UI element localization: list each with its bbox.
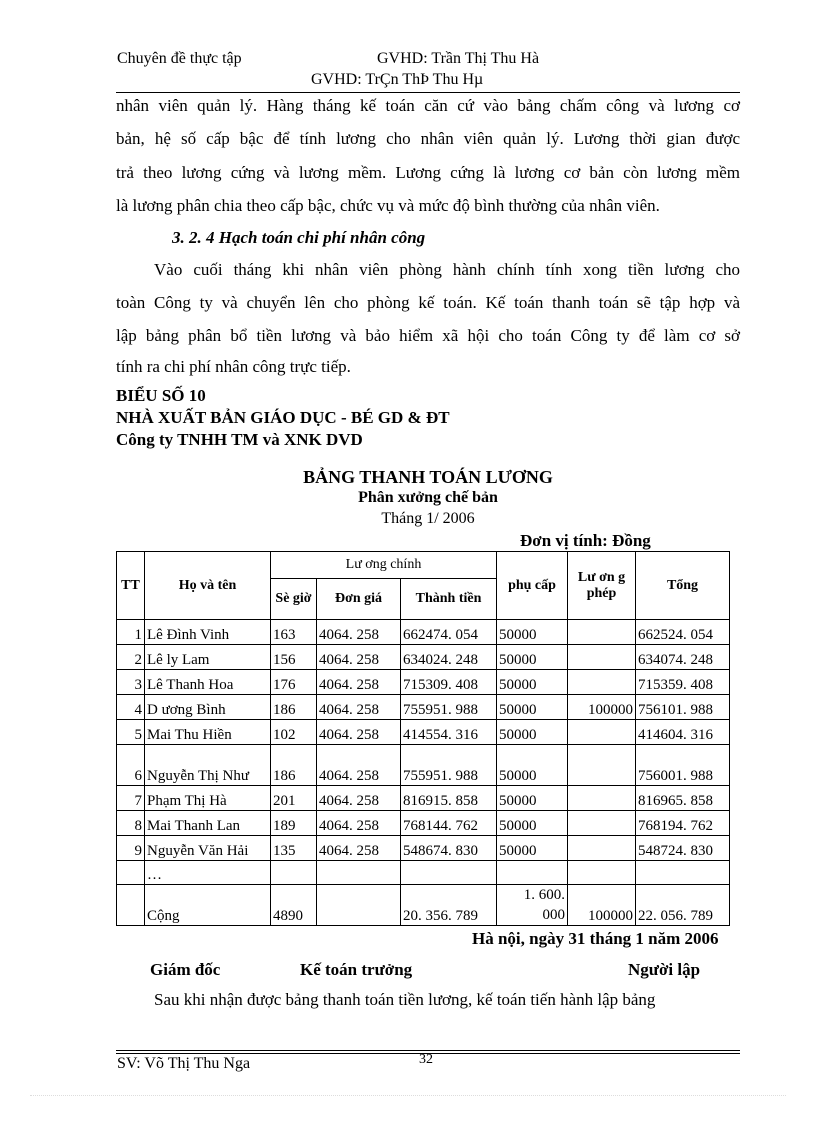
table-row (117, 670, 730, 695)
table-row (117, 811, 730, 836)
col-header-total: Tổng (636, 552, 730, 620)
row-tt: 8 (117, 811, 145, 836)
publisher-name: NHÀ XUẤT BẢN GIÁO DỤC - BÉ GD & ĐT (116, 408, 450, 427)
row-leave (568, 836, 636, 861)
body2-line-4: tính ra chi phí nhân công trực tiếp. (116, 357, 351, 376)
total-allowance: 1. 600. 000 (497, 885, 568, 926)
header-rule (116, 92, 740, 93)
table-title: BẢNG THANH TOÁN LƯƠNG (303, 467, 553, 487)
total-amount: 20. 356. 789 (401, 885, 497, 926)
col-header-amount: Thành tiền (401, 579, 497, 620)
row-amount: 662474. 054 (401, 620, 497, 645)
table-row (117, 645, 730, 670)
row-days: 189 (271, 811, 317, 836)
row-name: Phạm Thị Hà (145, 786, 271, 811)
row-unit-price: 4064. 258 (317, 720, 401, 745)
row-unit-price: 4064. 258 (317, 670, 401, 695)
unit-label: Đơn vị tính: Đồng (520, 531, 651, 550)
row-tt: 7 (117, 786, 145, 811)
col-header-allowance: phụ cấp (497, 552, 568, 620)
row-allowance: 50000 (497, 811, 568, 836)
row-tt: 5 (117, 720, 145, 745)
table-row (117, 745, 730, 786)
closing-line: Sau khi nhận được bảng thanh toán tiền lương, kế toán tiến hành lập bảng (154, 990, 656, 1009)
header-course: Chuyên đề thực tập (117, 50, 242, 67)
total-days: 4890 (271, 885, 317, 926)
row-days: 176 (271, 670, 317, 695)
row-leave: 100000 (568, 695, 636, 720)
body2-line-3: lập bảng phân bổ tiền lương và bảo hiểm xã hội cho toán Công ty để làm cơ sở (116, 326, 740, 345)
payroll-table (116, 551, 730, 926)
row-days: 135 (271, 836, 317, 861)
row-unit-price: 4064. 258 (317, 811, 401, 836)
form-number: BIỂU SỐ 10 (116, 386, 206, 405)
row-name: Lê Đình Vinh (145, 620, 271, 645)
row-allowance: 50000 (497, 670, 568, 695)
row-amount: 414554. 316 (401, 720, 497, 745)
row-name: Nguyễn Thị Như (145, 745, 271, 786)
signer-chief-accountant: Kế toán trưởng (300, 960, 413, 979)
row-leave (568, 811, 636, 836)
row-amount: 816915. 858 (401, 786, 497, 811)
total-label: Cộng (145, 885, 271, 926)
header-advisor: GVHD: Trần Thị Thu Hà (377, 50, 540, 67)
table-row (117, 720, 730, 745)
row-days: 186 (271, 695, 317, 720)
footer-rule-1 (116, 1050, 740, 1051)
row-name: Mai Thanh Lan (145, 811, 271, 836)
header-advisor-garbled: GVHD: TrÇn ThÞ Thu Hµ (311, 71, 484, 88)
row-days: 156 (271, 645, 317, 670)
date-line: Hà nội, ngày 31 tháng 1 năm 2006 (472, 929, 719, 948)
row-allowance: 50000 (497, 745, 568, 786)
body-line-1: nhân viên quản lý. Hàng tháng kế toán căn cứ vào bảng chấm công và lương cơ (116, 96, 740, 115)
table-row (117, 836, 730, 861)
col-header-leave: Lư ơn g phép (568, 552, 636, 620)
row-amount: 634024. 248 (401, 645, 497, 670)
row-total: 816965. 858 (636, 786, 730, 811)
row-total: 756001. 988 (636, 745, 730, 786)
table-month: Tháng 1/ 2006 (381, 510, 475, 527)
row-total: 414604. 316 (636, 720, 730, 745)
row-days: 163 (271, 620, 317, 645)
row-allowance: 50000 (497, 786, 568, 811)
row-leave (568, 670, 636, 695)
row-unit-price: 4064. 258 (317, 695, 401, 720)
body2-line-2: toàn Công ty và chuyển lên cho phòng kế toán. Kế toán thanh toán sẽ tập hợp và (116, 293, 740, 312)
body-line-2: bản, hệ số cấp bậc để tính lương cho nhân viên quản lý. Lương thời gian được (116, 129, 740, 148)
row-tt: 2 (117, 645, 145, 670)
row-amount: 715309. 408 (401, 670, 497, 695)
total-leave: 100000 (568, 885, 636, 926)
row-leave (568, 645, 636, 670)
body2-line-1: Vào cuối tháng khi nhân viên phòng hành chính tính xong tiền lương cho (154, 260, 740, 279)
row-allowance: 50000 (497, 620, 568, 645)
page-number: 32 (419, 1052, 433, 1067)
ellipsis-row (117, 861, 730, 885)
row-total: 548724. 830 (636, 836, 730, 861)
row-total: 634074. 248 (636, 645, 730, 670)
section-heading: 3. 2. 4 Hạch toán chi phí nhân công (172, 228, 426, 247)
signer-director: Giám đốc (150, 960, 221, 979)
row-days: 201 (271, 786, 317, 811)
total-sum: 22. 056. 789 (636, 885, 730, 926)
col-header-name: Họ và tên (145, 552, 271, 620)
row-unit-price: 4064. 258 (317, 786, 401, 811)
table-subtitle: Phân xưởng chế bản (358, 489, 498, 506)
row-tt: 6 (117, 745, 145, 786)
row-leave (568, 786, 636, 811)
body-line-4: là lương phân chia theo cấp bậc, chức vụ và mức độ bình thường của nhân viên. (116, 196, 660, 215)
row-name: Lê Thanh Hoa (145, 670, 271, 695)
ellipsis-cell: … (145, 861, 271, 885)
row-days: 102 (271, 720, 317, 745)
table-row (117, 786, 730, 811)
footer-student: SV: Võ Thị Thu Nga (117, 1055, 251, 1072)
row-tt: 1 (117, 620, 145, 645)
row-name: Lê ly Lam (145, 645, 271, 670)
row-name: D ương Bình (145, 695, 271, 720)
col-header-main-salary: Lư ơng chính (271, 552, 497, 579)
row-amount: 768144. 762 (401, 811, 497, 836)
row-days: 186 (271, 745, 317, 786)
signer-preparer: Người lập (628, 960, 701, 979)
body-line-3: trả theo lương cứng và lương mềm. Lương cứng là lương cơ bản còn lương mềm (116, 163, 740, 182)
row-name: Mai Thu Hiền (145, 720, 271, 745)
row-leave (568, 745, 636, 786)
row-name: Nguyễn Văn Hải (145, 836, 271, 861)
row-amount: 755951. 988 (401, 695, 497, 720)
row-total: 662524. 054 (636, 620, 730, 645)
row-tt: 3 (117, 670, 145, 695)
row-total: 756101. 988 (636, 695, 730, 720)
row-leave (568, 720, 636, 745)
row-total: 768194. 762 (636, 811, 730, 836)
total-row (117, 885, 730, 926)
col-header-days: Sè giờ (271, 579, 317, 620)
row-allowance: 50000 (497, 836, 568, 861)
row-allowance: 50000 (497, 645, 568, 670)
row-unit-price: 4064. 258 (317, 836, 401, 861)
col-header-unit-price: Đơn giá (317, 579, 401, 620)
row-leave (568, 620, 636, 645)
row-amount: 755951. 988 (401, 745, 497, 786)
company-name: Công ty TNHH TM và XNK DVD (116, 430, 363, 449)
row-allowance: 50000 (497, 695, 568, 720)
row-allowance: 50000 (497, 720, 568, 745)
page-edge (30, 1095, 786, 1096)
row-unit-price: 4064. 258 (317, 645, 401, 670)
row-tt: 4 (117, 695, 145, 720)
row-tt: 9 (117, 836, 145, 861)
table-row (117, 695, 730, 720)
col-header-tt: TT (117, 552, 145, 620)
row-total: 715359. 408 (636, 670, 730, 695)
row-unit-price: 4064. 258 (317, 620, 401, 645)
table-row (117, 620, 730, 645)
row-amount: 548674. 830 (401, 836, 497, 861)
row-unit-price: 4064. 258 (317, 745, 401, 786)
